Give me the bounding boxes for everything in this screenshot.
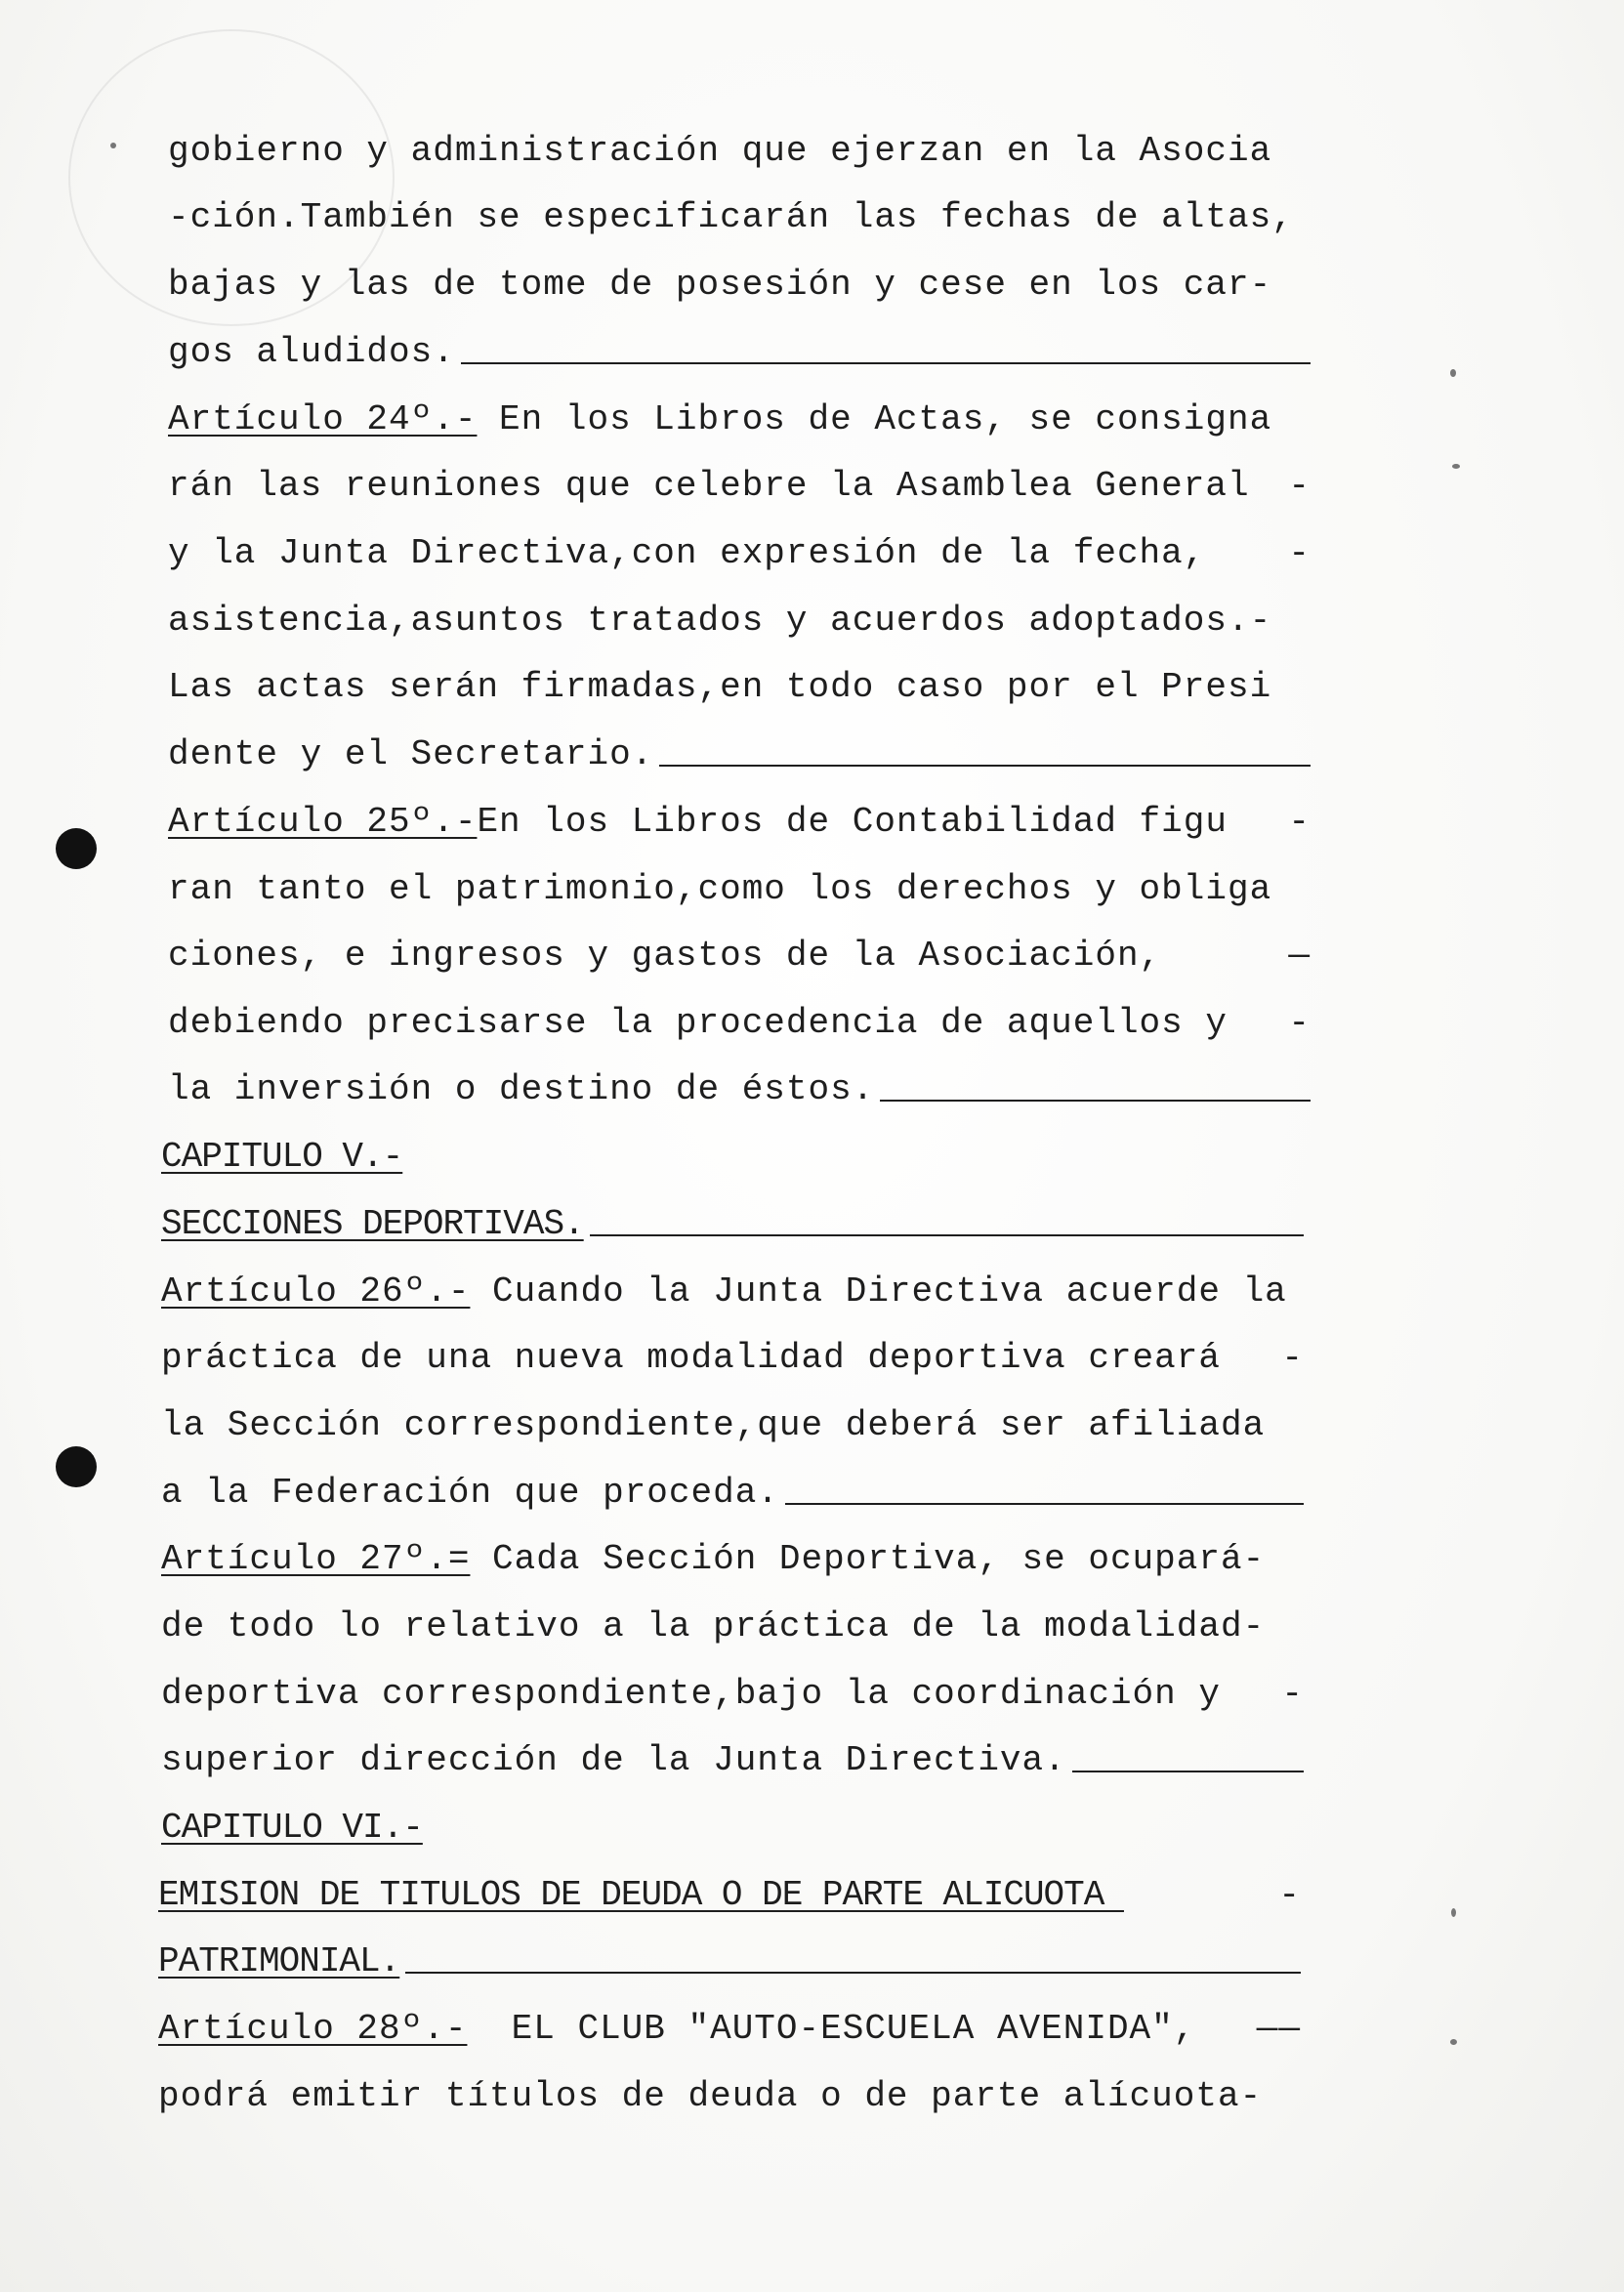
document-line <box>161 1323 1304 1378</box>
section-heading: PATRIMONIAL. <box>158 1941 400 1981</box>
line-text: práctica de una nueva modalidad deportiva creará <box>161 1338 1243 1378</box>
line-dash: - <box>1281 1338 1304 1378</box>
fill-rule <box>405 1972 1301 1974</box>
document-line <box>168 988 1311 1043</box>
line-text: En los Libros de Contabilidad figu <box>477 802 1250 842</box>
document-line <box>161 1257 1304 1312</box>
article-label: Artículo 27º.= <box>161 1539 471 1579</box>
article-label: Artículo 25º.- <box>168 802 478 842</box>
section-heading: SECCIONES DEPORTIVAS. <box>161 1204 584 1244</box>
line-text: deportiva correspondiente,bajo la coordinación y <box>161 1674 1243 1714</box>
line-dash: — <box>1288 936 1311 976</box>
line-text: gobierno y administración que ejerzan en la Asocia <box>168 131 1272 171</box>
line-dash: - <box>1278 1875 1301 1915</box>
line-text: asistencia,asuntos tratados y acuerdos adoptados.- <box>168 601 1272 641</box>
fill-rule <box>590 1234 1304 1236</box>
speck <box>1452 464 1460 469</box>
line-text: bajas y las de tome de posesión y cese en los car- <box>168 265 1272 305</box>
line-dash: - <box>1288 802 1311 842</box>
document-line <box>161 1726 1304 1780</box>
speck <box>110 143 116 148</box>
document-line <box>168 385 1311 439</box>
document-line <box>158 2062 1301 2116</box>
speck <box>1450 369 1456 377</box>
line-text: gos aludidos. <box>168 332 455 372</box>
document-line <box>161 1391 1304 1445</box>
document-line <box>168 586 1311 641</box>
document-line <box>168 250 1311 305</box>
section-heading: EMISION DE TITULOS DE DEUDA O DE PARTE ALICUOTA <box>158 1875 1124 1915</box>
line-text: dente y el Secretario. <box>168 734 654 774</box>
document-line <box>168 1055 1311 1109</box>
article-label: Artículo 28º.- <box>158 2009 468 2049</box>
section-heading: CAPITULO V.- <box>161 1137 403 1177</box>
fill-rule <box>461 362 1311 364</box>
document-line <box>168 921 1311 976</box>
line-text: EL CLUB "AUTO-ESCUELA AVENIDA", <box>467 2009 1218 2049</box>
line-dash: - <box>1288 466 1311 506</box>
document-line <box>168 451 1311 506</box>
document-line <box>161 1793 1304 1848</box>
line-dash: —— <box>1256 2009 1301 2049</box>
document-line <box>161 1458 1304 1513</box>
line-text: En los Libros de Actas, se consigna <box>477 399 1272 439</box>
line-dash: - <box>1288 1003 1311 1043</box>
fill-rule <box>785 1503 1304 1505</box>
document-line <box>161 1122 1304 1177</box>
document-line <box>161 1659 1304 1714</box>
document-line <box>161 1189 1304 1244</box>
document-line <box>168 183 1311 237</box>
section-heading: CAPITULO VI.- <box>161 1808 423 1848</box>
line-text: rán las reuniones que celebre la Asamblea General <box>168 466 1272 506</box>
fill-rule <box>659 765 1311 767</box>
fill-rule <box>1072 1771 1304 1772</box>
line-text: superior dirección de la Junta Directiva. <box>161 1740 1066 1780</box>
line-text: Cada Sección Deportiva, se ocupará- <box>470 1539 1266 1579</box>
document-line <box>168 854 1311 909</box>
document-line <box>168 317 1311 372</box>
line-text: Cuando la Junta Directiva acuerde la <box>470 1271 1287 1312</box>
document-line <box>168 519 1311 573</box>
document-line <box>161 1524 1304 1579</box>
fill-rule <box>880 1100 1311 1102</box>
document-line <box>158 1994 1301 2049</box>
article-label: Artículo 24º.- <box>168 399 478 439</box>
speck <box>1450 2039 1457 2045</box>
document-line <box>158 1927 1301 1981</box>
line-text: podrá emitir títulos de deuda o de parte alícuota- <box>158 2076 1263 2116</box>
document-line <box>158 1860 1301 1915</box>
line-dash: - <box>1281 1674 1304 1714</box>
line-text: -ción.También se especificarán las fechas de altas, <box>168 197 1294 237</box>
line-text: la inversión o destino de éstos. <box>168 1069 875 1109</box>
punch-hole-top <box>56 828 97 869</box>
document-line <box>168 787 1311 842</box>
line-text: la Sección correspondiente,que deberá ser afiliada <box>161 1405 1266 1445</box>
document-line <box>168 652 1311 707</box>
document-line <box>161 1592 1304 1646</box>
line-text: a la Federación que proceda. <box>161 1473 779 1513</box>
line-text: Las actas serán firmadas,en todo caso por el Presi <box>168 667 1272 707</box>
line-text: ciones, e ingresos y gastos de la Asociación, <box>168 936 1184 976</box>
spacer <box>1130 1905 1269 1907</box>
line-text: ran tanto el patrimonio,como los derechos y obliga <box>168 869 1272 909</box>
line-dash: - <box>1288 533 1311 573</box>
article-label: Artículo 26º.- <box>161 1271 471 1312</box>
line-text: de todo lo relativo a la práctica de la modalidad- <box>161 1606 1266 1646</box>
document-line <box>168 720 1311 774</box>
document-line <box>168 116 1311 171</box>
speck <box>1451 1908 1456 1917</box>
punch-hole-bottom <box>56 1446 97 1487</box>
line-text: y la Junta Directiva,con expresión de la fecha, <box>168 533 1228 573</box>
line-text: debiendo precisarse la procedencia de aquellos y <box>168 1003 1250 1043</box>
